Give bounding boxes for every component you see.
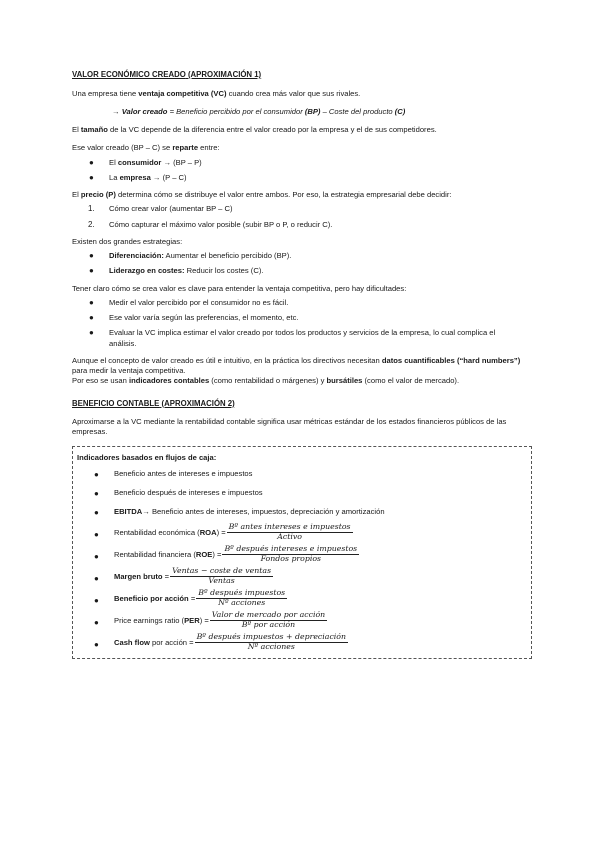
list-item: ● La empresa → (P – C) [89,172,187,182]
ratio-label: Rentabilidad económica (ROA) = [114,527,226,537]
reparte-list [72,158,530,184]
indicators-list [77,465,525,654]
list-item: ● EBITDA → Beneficio antes de intereses, impuestos, depreciación y amortización [94,507,385,517]
list-item: ● Ese valor varía según las preferencias, el momento, etc. [89,313,299,323]
paragraph-precio: El precio (P) determina cómo se distribuye el valor entre ambos. Por eso, la estrategia empresarial debe decidir: [72,190,452,200]
ratio-fraction: $\frac{\text{Valor de mercado por acción}}{\text{Bº por acción}}$ [211,610,326,630]
strategies-list [72,251,530,277]
list-item: ● Liderazgo en costes: Reducir los costes (C). [89,266,264,276]
ratio-fraction: $\frac{\text{Bº después impuestos}}{\text{Nº acciones}}$ [198,588,286,608]
paragraph-dificultades: Tener claro cómo se crea valor es clave para entender la ventaja competitiva, pero hay dificultades: [72,283,407,293]
indicators-box [72,446,532,659]
ratio-per: ● Price earnings ratio (PER) = $\frac{\text{Valor de mercado por acción}}{\text{Bº por acción}}$ [94,610,326,630]
paragraph-estrategias: Existen dos grandes estrategias: [72,236,183,246]
list-item: ● Medir el valor percibido por el consumidor no es fácil. [89,297,289,307]
formula-valor-creado: → Valor creado = Beneficio percibido por el consumidor (BP) – Coste del producto (C) [112,106,406,116]
list-item: ● Beneficio antes de intereses e impuestos [94,469,253,479]
ratio-label: Price earnings ratio (PER) = [114,615,209,625]
list-item: ● El consumidor → (BP – P) [89,157,202,167]
ratio-margen-bruto: ● Margen bruto = $\frac{\text{Ventas − coste de ventas}}{\text{Ventas}}$ [94,566,272,586]
ratio-fraction: $\frac{\text{Bº después impuestos + depreciación}}{\text{Nº acciones}}$ [196,632,347,652]
paragraph-reparte: Ese valor creado (BP – C) se reparte entre: [72,143,220,153]
list-item: 1. Cómo crear valor (aumentar BP – C) [88,204,233,214]
ratio-label: Beneficio por acción = [114,593,196,603]
ratio-label: Rentabilidad financiera (ROE) = [114,549,222,559]
ratio-fraction: $\frac{\text{Bº después intereses e impuestos}}{\text{Fondos propios}}$ [224,544,358,564]
list-item: ● Beneficio después de intereses e impuestos [94,488,263,498]
ratio-roa: ● Rentabilidad económica (ROA) = $\frac{\text{Bº antes intereses e impuestos}}{\text{Activo}}$ [94,522,351,542]
section-2-title: BENEFICIO CONTABLE (APROXIMACIÓN 2) [72,398,235,408]
list-item: 2. Cómo capturar el máximo valor posible (subir BP o P, o reducir C). [88,219,333,229]
document-page [72,70,530,659]
ratio-fraction: $\frac{\text{Ventas − coste de ventas}}{\text{Ventas}}$ [172,566,272,586]
box-title: Indicadores basados en flujos de caja: [77,452,217,462]
paragraph-aproximarse: Aproximarse a la VC mediante la rentabilidad contable significa usar métricas estándar de los estados financieros públicos de las empresas. [72,417,507,437]
difficulties-list [72,298,530,349]
ratio-bpa: ● Beneficio por acción = $\frac{\text{Bº después impuestos}}{\text{Nº acciones}}$ [94,588,286,608]
paragraph-hard-numbers: Aunque el concepto de valor creado es útil e intuitivo, en la práctica los directivos necesitan datos cuantificables (“hard numbers”) para medir la ventaja competitiva. [72,355,521,376]
decide-list [72,204,530,230]
list-item: ● Diferenciación: Aumentar el beneficio percibido (BP). [89,251,292,261]
list-item: ● Evaluar la VC implica estimar el valor creado por todos los productos y servicios de la empresa, lo cual complica el análisis. [89,328,496,348]
ratio-cash-flow: ● Cash flow por acción = $\frac{\text{Bº después impuestos + depreciación}}{\text{Nº acciones}}$ [94,632,347,652]
ratio-roe: ● Rentabilidad financiera (ROE) = $\frac{\text{Bº después intereses e impuestos}}{\text{Fondos propios}}$ [94,544,358,564]
ratio-fraction: $\frac{\text{Bº antes intereses e impuestos}}{\text{Activo}}$ [228,522,351,542]
paragraph-ventaja: Una empresa tiene ventaja competitiva (VC) cuando crea más valor que sus rivales. [72,88,361,98]
paragraph-indicadores: Por eso se usan indicadores contables (como rentabilidad o márgenes) y bursátiles (como el valor de mercado). [72,376,460,386]
ratio-label: Cash flow por acción = [114,637,194,647]
ratio-label: Margen bruto = [114,571,170,581]
paragraph-tamano: El tamaño de la VC depende de la diferencia entre el valor creado por la empresa y el de sus competidores. [72,125,437,135]
section-1-title: VALOR ECONÓMICO CREADO (APROXIMACIÓN 1) [72,70,262,79]
